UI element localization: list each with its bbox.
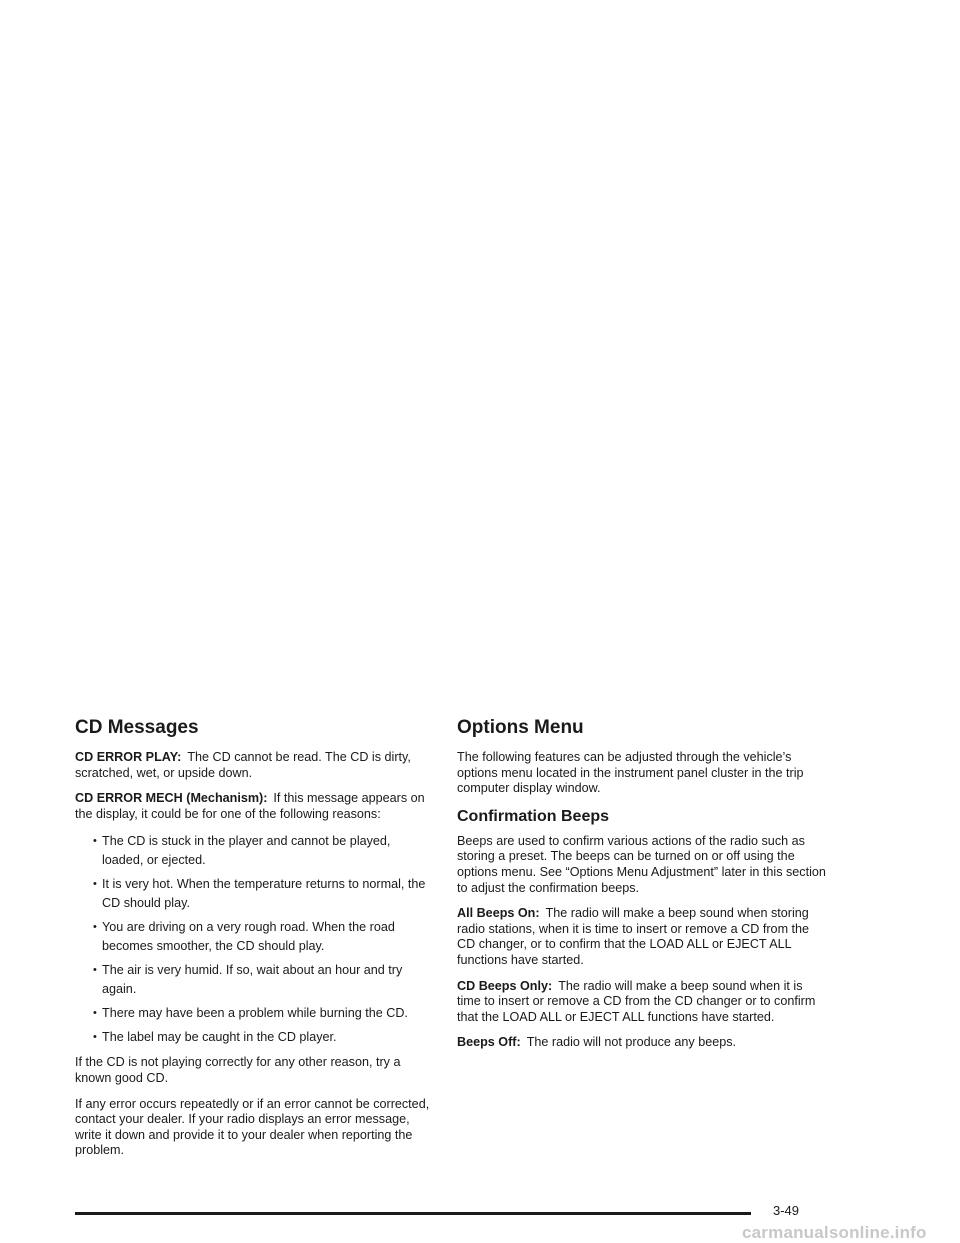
beeps-off-term: Beeps Off:: [457, 1035, 521, 1050]
cd-beeps-only-entry: [457, 979, 829, 1026]
watermark-text: carmanualsonline.info: [742, 1223, 927, 1242]
right-column: [457, 716, 829, 1061]
left-column: [75, 716, 435, 1169]
bullet-icon: •: [93, 878, 97, 891]
cd-error-mech-entry: [75, 791, 435, 822]
bullet-icon: •: [93, 964, 97, 977]
list-item: • There may have been a problem while burning the CD.: [75, 1004, 435, 1023]
options-menu-heading: Options Menu: [457, 717, 584, 738]
repeated-error-paragraph: If any error occurs repeatedly or if an error cannot be corrected, contact your dealer. If your radio displays an error message, write it down and provide it to your dealer when reporting the problem.: [75, 1096, 430, 1158]
page-number: 3-49: [773, 1203, 800, 1218]
cd-error-play-entry: [75, 750, 435, 781]
all-beeps-on-text: The radio will make a beep sound when storing radio stations, when it is time to insert or remove a CD from the CD changer, or to confirm that the LOAD ALL or EJECT ALL functions have started.: [457, 906, 810, 967]
confirmation-beeps-intro: Beeps are used to confirm various actions of the radio such as storing a preset. The beeps can be turned on or off using the options menu. See “Options Menu Adjustment” later in this section to adjust the confirmation beeps.: [457, 833, 826, 895]
beeps-off-entry: [457, 1035, 829, 1051]
bullet-icon: •: [93, 1031, 97, 1044]
cd-beeps-only-term: CD Beeps Only:: [457, 978, 553, 993]
list-item: • You are driving on a very rough road. When the road becomes smoother, the CD should play.: [93, 920, 395, 954]
cd-messages-heading: CD Messages: [75, 717, 199, 738]
list-item: • The label may be caught in the CD player.: [75, 1028, 435, 1047]
list-item: • It is very hot. When the temperature returns to normal, the CD should play.: [93, 877, 426, 911]
list-item: • The air is very humid. If so, wait about an hour and try again.: [93, 963, 403, 997]
list-item: • The CD is stuck in the player and cannot be played, loaded, or ejected.: [93, 834, 391, 868]
footer-rule: [75, 1212, 751, 1215]
all-beeps-on-entry: [457, 906, 829, 968]
all-beeps-on-term: All Beeps On:: [457, 906, 540, 921]
cd-error-play-term: CD ERROR PLAY:: [75, 750, 182, 764]
cd-beeps-only-text: The radio will make a beep sound when it is time to insert or remove a CD from the CD changer or to confirm that the LOAD ALL or EJECT ALL functions have started.: [457, 978, 816, 1024]
bullet-icon: •: [93, 1007, 97, 1020]
options-menu-intro: The following features can be adjusted through the vehicle’s options menu located in the instrument panel cluster in the trip computer display window.: [457, 750, 804, 796]
other-reason-paragraph: If the CD is not playing correctly for any other reason, try a known good CD.: [75, 1055, 401, 1085]
cd-error-play-text: The CD cannot be read. The CD is dirty, scratched, wet, or upside down.: [75, 750, 411, 780]
error-reasons-list: [75, 832, 435, 1047]
cd-error-mech-text: If this message appears on the display, it could be for one of the following reasons:: [75, 791, 425, 821]
beeps-off-text: The radio will not produce any beeps.: [526, 1035, 737, 1050]
cd-error-mech-term: CD ERROR MECH (Mechanism):: [75, 791, 268, 806]
bullet-icon: •: [93, 921, 97, 934]
bullet-icon: •: [93, 835, 97, 848]
confirmation-beeps-heading: Confirmation Beeps: [457, 807, 610, 825]
